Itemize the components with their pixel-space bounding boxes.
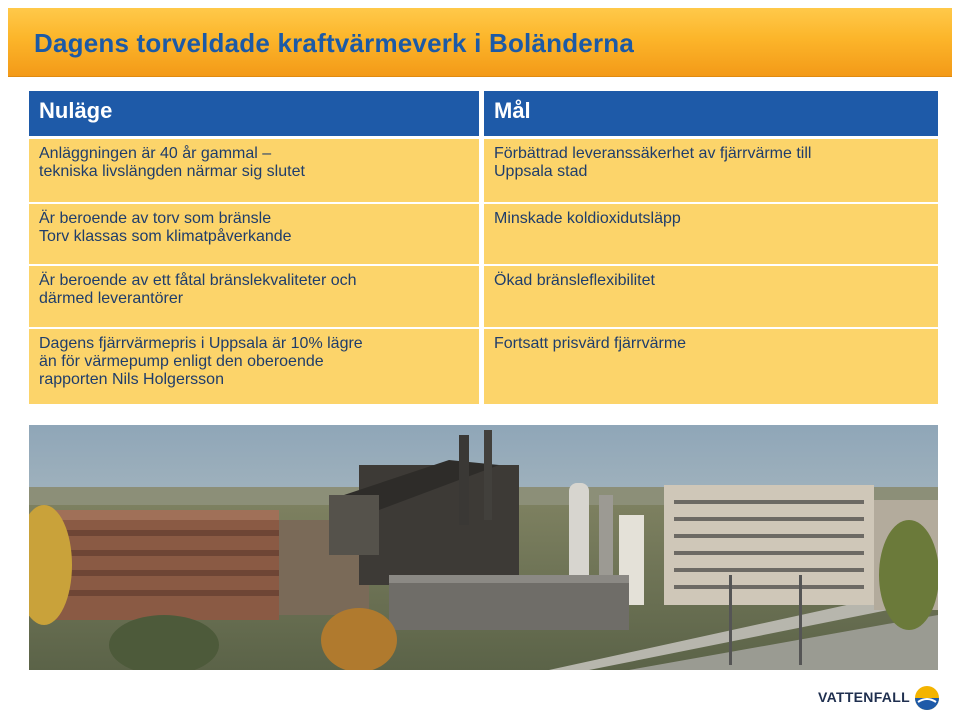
left-cell-2 [29,204,479,264]
slide-title: Dagens torveldade kraftvärmeverk i Boländerna [34,28,635,58]
right-cell-3 [484,266,938,327]
cell-line: Dagens fjärrvärmepris i Uppsala är 10% lägre [39,335,363,352]
cell-line: Är beroende av torv som bränsle [39,210,272,227]
left-cell-4 [29,329,479,404]
title-banner [8,8,952,77]
left-cell-3 [29,266,479,327]
cell-line: Ökad bränsleflexibilitet [494,272,655,289]
power-plant-photo [29,425,938,670]
cell-line: därmed leverantörer [39,290,184,307]
cell-line: Minskade koldioxidutsläpp [494,210,681,227]
left-column-header: Nuläge [29,91,479,136]
cell-line: tekniska livslängden närmar sig slutet [39,163,305,180]
left-cell-1 [29,139,479,202]
cell-line: Är beroende av ett fåtal bränslekvaliteter och [39,272,357,289]
cell-line: rapporten Nils Holgersson [39,371,224,388]
cell-line: än för värmepump enligt den oberoende [39,353,324,370]
right-cell-1 [484,139,938,202]
cell-line: Förbättrad leveranssäkerhet av fjärrvärme till [494,145,812,162]
vattenfall-logo-text: VATTENFALL [818,689,910,705]
right-cell-4 [484,329,938,404]
right-cell-2 [484,204,938,264]
cell-line: Torv klassas som klimatpåverkande [39,228,292,245]
vattenfall-logo-icon [912,684,942,712]
cell-line: Anläggningen är 40 år gammal – [39,145,272,162]
cell-line: Fortsatt prisvärd fjärrvärme [494,335,687,352]
cell-line: Uppsala stad [494,163,588,180]
right-column-header: Mål [484,91,938,136]
